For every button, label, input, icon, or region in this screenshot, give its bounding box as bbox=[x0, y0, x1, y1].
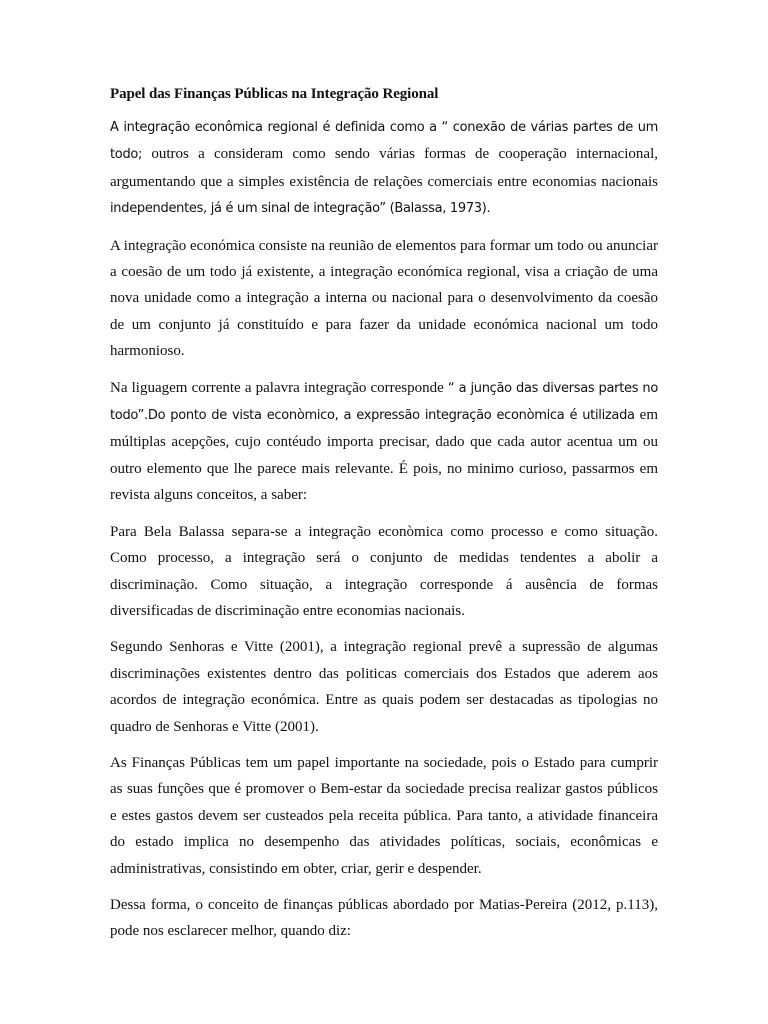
paragraph-3-part-a: Na liguagem corrente a palavra integração corresponde bbox=[110, 379, 448, 396]
paragraph-5: Segundo Senhoras e Vitte (2001), a integração regional prevê a supressão de algumas discriminações existentes dentro das politicas comerciais dos Estados que aderem aos acordos de integração económica. Entre as quais podem ser destacadas as tipologias no quadro de Senhoras e Vitte (2001). bbox=[110, 639, 658, 735]
paragraph-7: Dessa forma, o conceito de finanças públicas abordado por Matias-Pereira (2012, p.113), pode nos esclarecer melhor, quando diz: bbox=[110, 896, 658, 940]
paragraph-3-part-b: “ a junção das diversas partes no todo”.Do ponto de vista econòmico, a expressão integração econòmica é utilizada bbox=[110, 380, 658, 424]
paragraph-1-part-a: A integração econômica regional é definida como a “ conexão de várias partes de um todo; bbox=[110, 120, 658, 163]
paragraph-1-part-c: independentes, já é um sinal de integração” (Balassa, 1973). bbox=[110, 201, 491, 217]
paragraph-1 bbox=[110, 114, 658, 223]
paragraph-3 bbox=[110, 375, 658, 509]
paragraph-1-part-b: outros a consideram como sendo várias formas de cooperação internacional, argumentando que a simples existência de relações comerciais entre economias nacionais bbox=[110, 146, 658, 190]
paragraph-2: A integração económica consiste na reunião de elementos para formar um todo ou anunciar a coesão de um todo já existente, a integração económica regional, visa a criação de uma nova unidade como a integração a interna ou nacional para o desenvolvimento da coesão de um conjunto já constituído e para fazer da unidade económica nacional um todo harmonioso. bbox=[110, 237, 658, 360]
paragraph-3-part-c: em múltiplas acepções, cujo contéudo importa precisar, dado que cada autor acentua um ou outro elemento que lhe parece mais relevante. É pois, no minimo curioso, passarmos em revista alguns conceitos, a saber: bbox=[110, 407, 659, 504]
document-title: Papel das Finanças Públicas na Integração Regional bbox=[110, 86, 439, 102]
paragraph-4: Para Bela Balassa separa-se a integração econòmica como processo e como situação. Como processo, a integração será o conjunto de medidas tendentes a abolir a discriminação. Como situação, a integração corresponde á ausência de formas diversificadas de discriminação entre economias nacionais. bbox=[110, 523, 658, 619]
paragraph-6: As Finanças Públicas tem um papel importante na sociedade, pois o Estado para cumprir as suas funções que é promover o Bem-estar da sociedade precisa realizar gastos públicos e estes gastos devem ser custeados pela receita pública. Para tanto, a atividade financeira do estado implica no desempenho das atividades políticas, sociais, econômicas e administrativas, consistindo em obter, criar, gerir e despender. bbox=[110, 754, 658, 877]
